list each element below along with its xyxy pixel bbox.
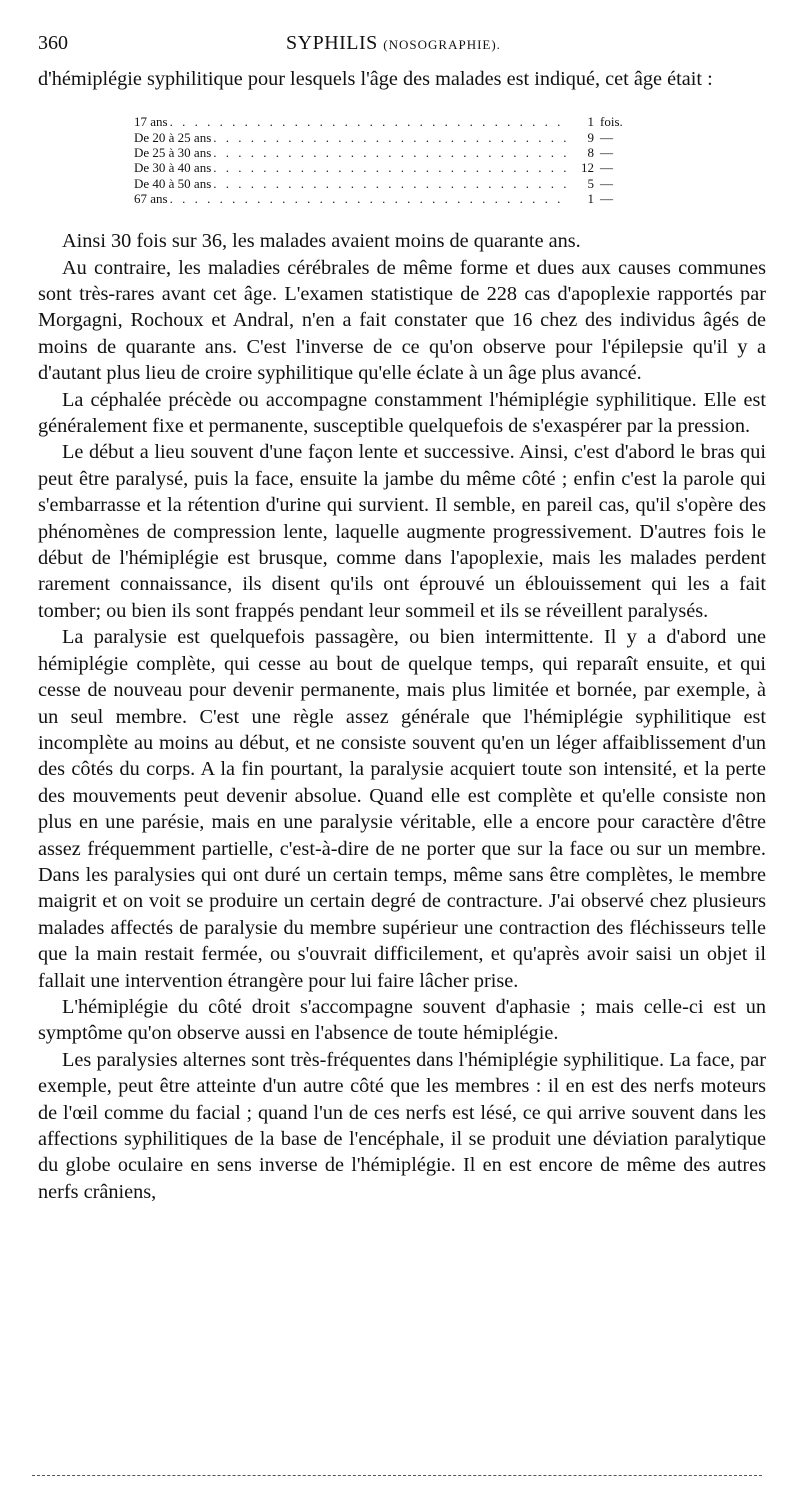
age-unit: — — [600, 145, 613, 160]
body-paragraph: L'hémiplégie du côté droit s'accompagne souvent d'aphasie ; mais celle-ci est un symptôme qu'on observe aussi en l'absence de toute hémiplégie. — [38, 995, 766, 1045]
age-count: 1 — [587, 190, 594, 206]
body-paragraph: Les paralysies alternes sont très-fréquentes dans l'hémiplégie syphilitique. La face, par exemple, peut être atteinte d'un autre côté que les membres : il en est des nerfs moteurs de l'œil comme du facial ; quand l'un de ces nerfs est lésé, ce qui arrive souvent dans les affections syphilitiques de la base de l'encéphale, il se produit une déviation paralytique du globe oculaire en sens inverse de l'hémiplégie. Il en est encore de même des autres nerfs crâniens, — [38, 1048, 766, 1203]
body-paragraph: Ainsi 30 fois sur 36, les malades avaient moins de quarante ans. — [62, 230, 581, 253]
age-label: 67 ans — [134, 190, 168, 206]
age-unit: — — [600, 175, 613, 191]
footer-dashed-rule — [32, 1475, 762, 1476]
running-title-main: SYPHILIS — [286, 32, 378, 54]
intro-paragraph: d'hémiplégie syphilitique pour lesquels l'âge des malades est indiqué, cet âge était : — [38, 68, 713, 90]
age-row — [134, 145, 654, 160]
age-row — [134, 160, 654, 175]
book-page — [38, 26, 766, 1205]
dot-leader — [211, 145, 566, 160]
age-count: 5 — [587, 175, 594, 191]
body-paragraph: La céphalée précède ou accompagne constamment l'hémiplégie syphilitique. Elle est généralement fixe et permanente, susceptible quelquefois de s'exaspérer par la pression. — [38, 388, 766, 438]
age-count: 8 — [587, 145, 594, 160]
page-number: 360 — [38, 32, 68, 54]
running-title-sub: (NOSOGRAPHIE). — [383, 37, 501, 52]
dot-leader — [211, 160, 566, 175]
age-unit: — — [600, 160, 613, 176]
age-unit: — — [600, 129, 613, 145]
age-row — [134, 191, 654, 206]
age-row — [134, 130, 654, 145]
age-table — [134, 114, 654, 206]
dot-leader — [211, 176, 566, 191]
age-count: 9 — [587, 129, 594, 145]
body-paragraph: Le début a lieu souvent d'une façon lente et successive. Ainsi, c'est d'abord le bras qui peut être paralysé, puis la face, ensuite la jambe du même côté ; enfin c'est la parole qui s'embarrasse et la rétention d'urine qui survient. Il semble, en pareil cas, qu'il s'opère des phénomènes de compression lente, laquelle augmente progressivement. D'autres fois le début de l'hémiplégie est brusque, comme dans l'apoplexie, mais les malades perdent rarement connaissance, ils disent qu'ils ont éprouvé un éblouissement qui les a fait tomber; ou bien ils sont frappés pendant leur sommeil et ils se réveillent paralysés. — [38, 441, 766, 622]
age-label: De 30 à 40 ans — [134, 160, 212, 176]
age-unit: — — [600, 190, 613, 206]
age-unit: fois. — [600, 114, 623, 130]
body-paragraph: La paralysie est quelquefois passagère, ou bien intermittente. Il y a d'abord une hémiplégie complète, qui cesse au bout de quelque temps, qui reparaît ensuite, et qui cesse de nouveau pour devenir permanente, mais plus limitée et bornée, par exemple, à un seul membre. C'est une règle assez générale que l'hémiplégie syphilitique est incomplète au moins au début, et ne consiste souvent qu'en un léger affaiblissement d'un des côtés du corps. A la fin pourtant, la paralysie acquiert toute son intensité, et la perte des mouvements peut devenir absolue. Quand elle est complète et qu'elle consiste non plus en une parésie, mais en une paralysie véritable, elle a encore pour caractère d'être assez fréquemment partielle, c'est-à-dire de ne porter que sur la face ou sur un membre. Dans les paralysies qui ont duré un certain temps, même sans être complètes, le membre maigrit et on voit se produire un certain degré de contracture. J'ai observé chez plusieurs malades affectés de paralysie du membre supérieur une contraction des fléchisseurs telle que la main restait fermée, ou s'ouvrait difficilement, et qu'après avoir saisi un objet il fallait une intervention étrangère pour lui faire lâcher prise. — [38, 626, 766, 992]
age-count: 12 — [581, 160, 594, 176]
age-label: De 25 à 30 ans — [134, 145, 212, 160]
age-row — [134, 176, 654, 191]
age-label: De 20 à 25 ans — [134, 129, 212, 145]
running-header — [38, 26, 766, 66]
dot-leader — [211, 130, 566, 145]
age-label: 17 ans — [134, 114, 168, 130]
age-label: De 40 à 50 ans — [134, 175, 212, 191]
body-paragraph: Au contraire, les maladies cérébrales de même forme et dues aux causes communes sont très-rares avant cet âge. L'examen statistique de 228 cas d'apoplexie rapportés par Morgagni, Rochoux et Andral, n'en a fait constater que 16 chez des individus âgés de moins de quarante ans. C'est l'inverse de ce qu'on observe pour l'épilepsie qu'il y a d'autant plus lieu de croire syphilitique qu'elle éclate à un âge plus avancé. — [38, 256, 766, 385]
dot-leader — [168, 191, 566, 206]
dot-leader — [168, 114, 566, 129]
age-count: 1 — [587, 114, 594, 130]
age-row — [134, 114, 654, 129]
running-title — [286, 32, 501, 55]
